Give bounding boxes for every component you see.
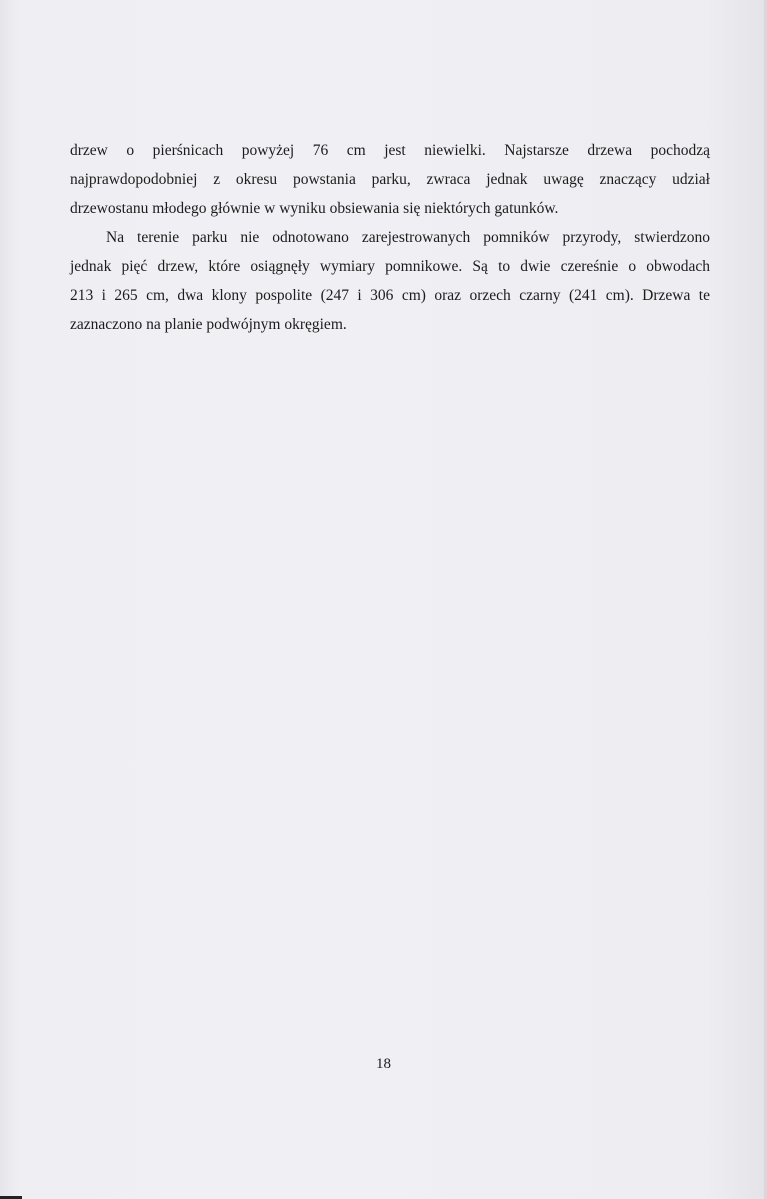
paragraph-1-line-3: drzewostanu młodego głównie w wyniku obsiewania się niektórych gatunków.	[70, 200, 559, 217]
paragraph-2-line-4: zaznaczono na planie podwójnym okręgiem.	[70, 316, 347, 333]
paragraph-2-line-3: 213 i 265 cm, dwa klony pospolite (247 i 306 cm) oraz orzech czarny (241 cm). Drzewa te	[70, 287, 710, 304]
paragraph-2	[70, 223, 710, 339]
body-text	[70, 136, 710, 339]
paragraph-1-line-2: najprawdopodobniej z okresu powstania parku, zwraca jednak uwagę znaczący udział	[70, 171, 710, 188]
scan-corner-mark	[0, 1193, 22, 1199]
paragraph-2-line-1: Na terenie parku nie odnotowano zarejestrowanych pomników przyrody, stwierdzono	[106, 229, 710, 246]
paragraph-1	[70, 136, 710, 223]
paragraph-1-line-1: drzew o pierśnicach powyżej 76 cm jest niewielki. Najstarsze drzewa pochodzą	[70, 142, 710, 159]
page-number: 18	[376, 1056, 391, 1072]
paragraph-2-line-2: jednak pięć drzew, które osiągnęły wymiary pomnikowe. Są to dwie czereśnie o obwodach	[70, 258, 710, 275]
